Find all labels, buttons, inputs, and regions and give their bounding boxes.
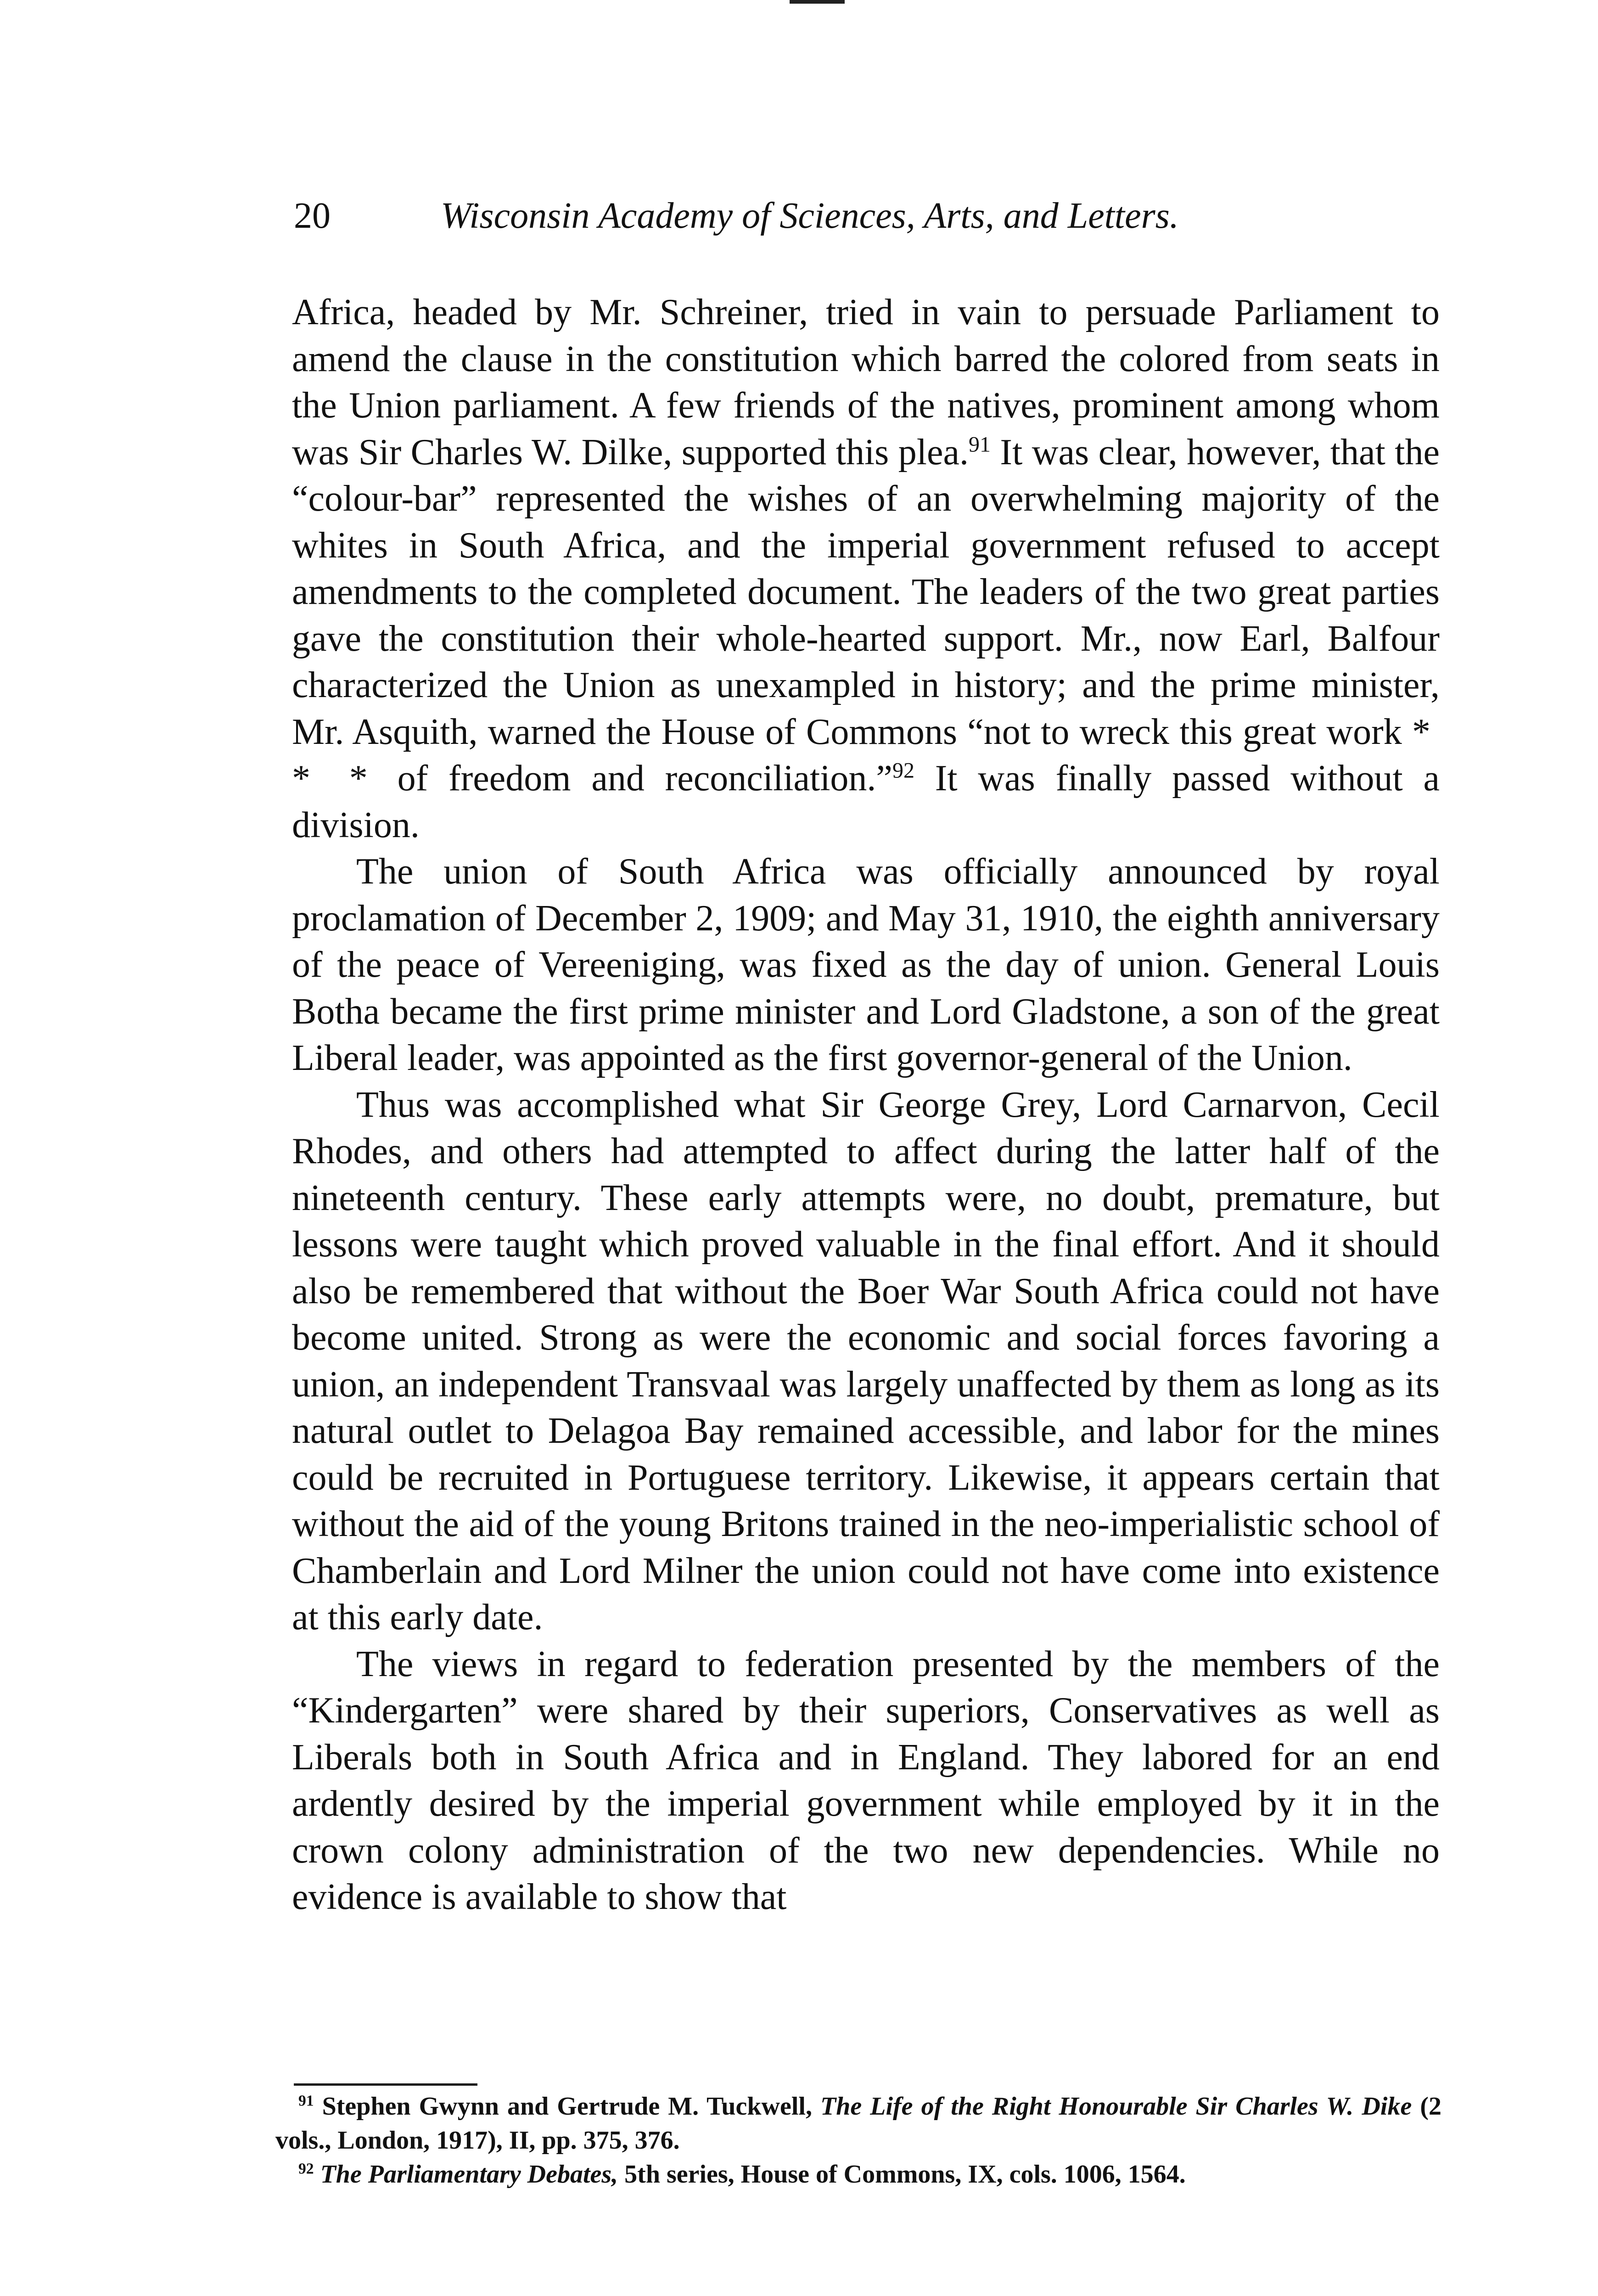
footnote-text: Stephen Gwynn and Gertrude M. Tuckwell, [314,2092,820,2121]
footnote-ref-92: 92 [892,758,914,783]
body-text [292,289,1440,1921]
footnote-ref-91: 91 [969,432,991,456]
paragraph-4: The views in regard to federation presented by the members of the “Kindergarten” were shared by their superiors, Conservatives as well as Liberals both in South Africa and in England. They labored for an end ardently desired by the imperial government while employed by it in the crown colony administration of the two new dependencies. While no evidence is available to show that [292,1643,1440,1917]
paragraph-1-text-cont: It was clear, however, that the “colour-bar” represented the wishes of an overwhelming majority of the whites in South Africa, and the imperial government refused to accept amendments to the completed document. The leaders of the two great parties gave the constitution their whole-hearted support. Mr., now Earl, Balfour characterized the Union as unexampled in history; and the prime minister, Mr. Asquith, warned the House of Commons “not to wreck this great work [292,432,1440,752]
page-header [294,193,1322,239]
footnote-92 [275,2157,1441,2191]
paragraph-2: The union of South Africa was officially announced by royal proclamation of December 2, 1909; and May 31, 1910, the eighth anniversary of the peace of Vereeniging, was fixed as the day of union. General Louis Botha became the first prime minister and Lord Gladstone, a son of the great Liberal leader, was appointed as the first governor-general of the Union. [292,851,1440,1078]
footnote-text-end: 5th series, House of Commons, IX, cols. 1006, 1564. [618,2160,1186,2189]
scan-artifact [790,0,845,4]
footnote-text-end: (2 vols., London, 1917), II, pp. 375, 376. [275,2092,1441,2155]
footnote-title: The Parliamentary Debates, [320,2160,618,2189]
footnote-marker: 91 [298,2092,314,2110]
paragraph-1-text-cont2: of freedom and reconciliation.” [376,758,892,799]
paragraph-1 [292,289,1440,849]
paragraph-1-text: Africa, headed by Mr. Schreiner, tried in vain to persuade Parliament to amend the clause in the constitution which barred the colored from seats in the Union parliament. A few friends of the natives, prominent among whom was Sir Charles W. Dilke, supported this plea. [292,292,1440,473]
footnotes [275,2089,1441,2191]
ellipsis-stars: * * * [292,711,1440,799]
footnote-rule [294,2083,477,2086]
running-title: Wisconsin Academy of Sciences, Arts, and Letters. [441,196,1179,236]
paragraph-3: Thus was accomplished what Sir George Grey, Lord Carnarvon, Cecil Rhodes, and others had attempted to affect during the latter half of the nineteenth century. These early attempts were, no doubt, premature, but lessons were taught which proved valuable in the final effort. And it should also be remembered that without the Boer War South Africa could not have become united. Strong as were the economic and social forces favoring a union, an independent Transvaal was largely unaffected by them as long as its natural outlet to Delagoa Bay remained accessible, and labor for the mines could be recruited in Portuguese territory. Likewise, it appears certain that without the aid of the young Britons trained in the neo-imperialistic school of Chamberlain and Lord Milner the union could not have come into existence at this early date. [292,1084,1440,1638]
footnote-title: The Life of the Right Honourable Sir Charles W. Dike [820,2092,1412,2121]
paragraph-1-text-end: It was finally passed without a division. [292,758,1440,845]
footnote-91 [275,2089,1441,2157]
page-number: 20 [294,196,331,236]
footnote-marker: 92 [298,2160,314,2178]
